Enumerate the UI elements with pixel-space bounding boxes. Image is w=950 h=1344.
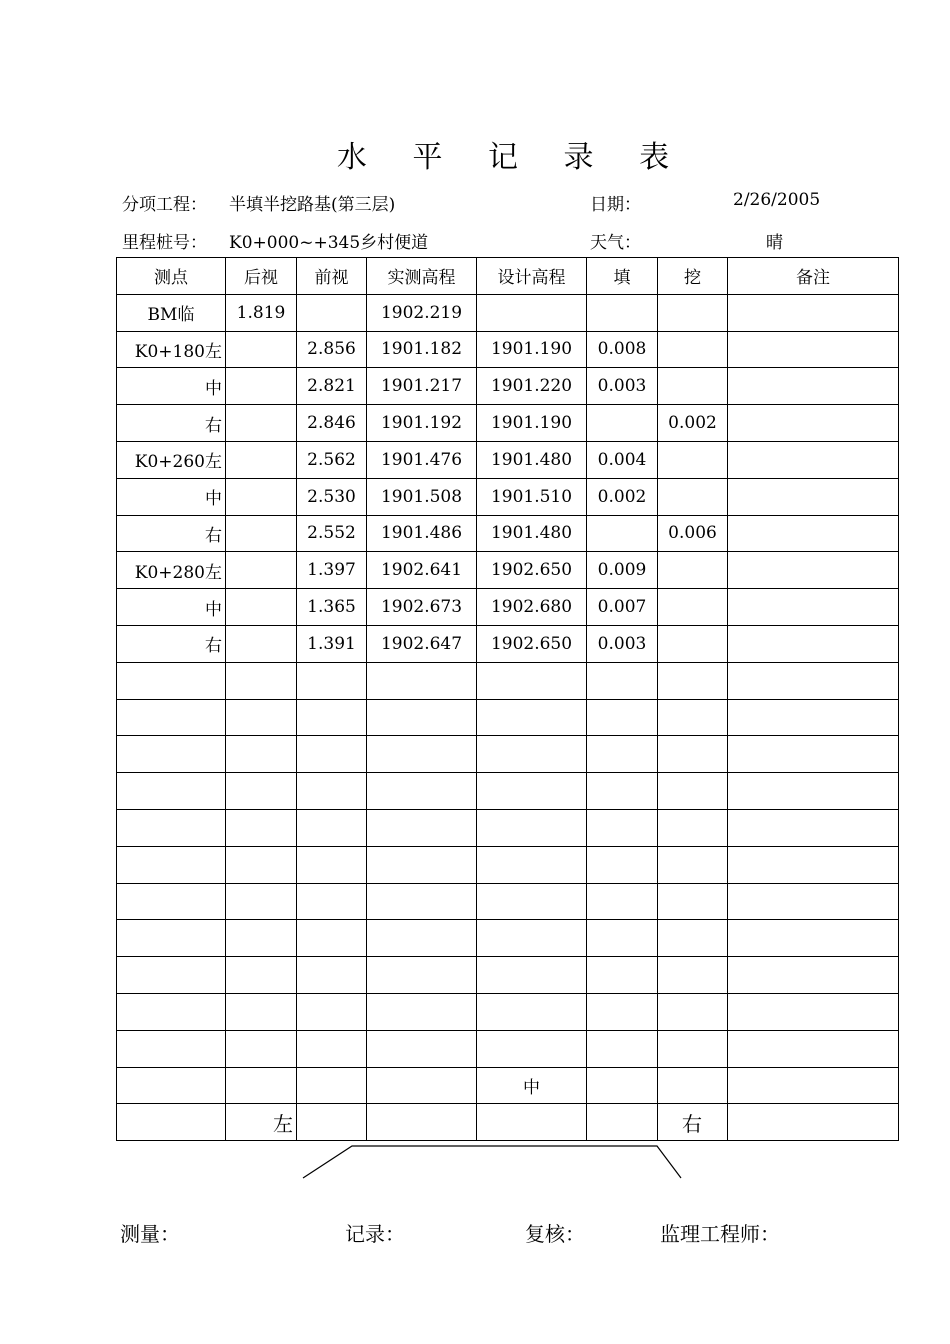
table-cell [658, 552, 728, 589]
table-cell [297, 809, 367, 846]
table-cell: 实测高程 [367, 258, 477, 295]
table-cell [297, 736, 367, 773]
table-cell: 2.562 [297, 441, 367, 478]
table-cell: BM临 [117, 294, 226, 331]
table-cell [728, 331, 899, 368]
table-cell [728, 920, 899, 957]
table-row-empty [117, 699, 899, 736]
table-cell: 1901.217 [367, 368, 477, 405]
table-cell [728, 441, 899, 478]
table-cell [587, 662, 658, 699]
table-cell: 1901.192 [367, 405, 477, 442]
table-row [117, 515, 899, 552]
table-cell [226, 883, 297, 920]
table-cell [658, 773, 728, 810]
table-cell [728, 368, 899, 405]
table-cell [658, 294, 728, 331]
table-cell [728, 809, 899, 846]
table-cell [728, 552, 899, 589]
table-cell [658, 662, 728, 699]
table-cell [658, 441, 728, 478]
table-cell: 1902.650 [477, 552, 587, 589]
table-row [117, 405, 899, 442]
table-cell [658, 883, 728, 920]
station-label: 里程桩号： [122, 233, 207, 253]
table-cell: 右 [117, 515, 226, 552]
table-cell [728, 405, 899, 442]
table-cell [367, 846, 477, 883]
table-cell: 填 [587, 258, 658, 295]
table-cell [367, 699, 477, 736]
table-cell [297, 993, 367, 1030]
table-cell [477, 699, 587, 736]
table-cell [117, 883, 226, 920]
table-cell: 1901.220 [477, 368, 587, 405]
table-cell: 2.530 [297, 478, 367, 515]
table-cell [477, 294, 587, 331]
table-cell [226, 993, 297, 1030]
road-profile-line [303, 1146, 681, 1178]
table-cell [587, 1067, 658, 1104]
table-cell: 前视 [297, 258, 367, 295]
table-cell [297, 294, 367, 331]
table-cell [658, 699, 728, 736]
table-cell [477, 957, 587, 994]
table-cell [297, 699, 367, 736]
table-cell [297, 662, 367, 699]
project-label: 分项工程： [122, 195, 207, 215]
table-cell [226, 478, 297, 515]
table-cell: 0.008 [587, 331, 658, 368]
table-cell: 0.004 [587, 441, 658, 478]
table-cell [367, 920, 477, 957]
date-value: 2/26/2005 [733, 190, 821, 210]
table-cell [728, 993, 899, 1030]
table-cell: 1.819 [226, 294, 297, 331]
table-cell [658, 589, 728, 626]
table-cell: 右 [117, 405, 226, 442]
page-title: 水 平 记 录 表 [336, 140, 688, 175]
table-cell [367, 957, 477, 994]
table-cell: 右 [117, 625, 226, 662]
table-cell [587, 773, 658, 810]
table-cell [226, 809, 297, 846]
table-cell [226, 515, 297, 552]
table-cell [297, 957, 367, 994]
table-header-row [117, 258, 899, 295]
table-cell [658, 846, 728, 883]
record-signature-label: 记录： [345, 1222, 405, 1246]
table-cell [226, 405, 297, 442]
table-cell: 1901.508 [367, 478, 477, 515]
table-cell [226, 441, 297, 478]
table-cell: 1901.486 [367, 515, 477, 552]
table-cell [226, 331, 297, 368]
table-cell [117, 809, 226, 846]
table-cell [297, 920, 367, 957]
table-cell [117, 699, 226, 736]
table-cell: 2.552 [297, 515, 367, 552]
table-cell [658, 957, 728, 994]
table-cell [367, 1104, 477, 1141]
table-cell [587, 957, 658, 994]
table-cell [367, 1030, 477, 1067]
table-cell [728, 589, 899, 626]
table-cell [587, 736, 658, 773]
table-cell: 1.397 [297, 552, 367, 589]
table-cell [658, 368, 728, 405]
table-cell [226, 552, 297, 589]
table-cell [297, 1067, 367, 1104]
table-row-empty [117, 957, 899, 994]
table-cell: 2.821 [297, 368, 367, 405]
table-cell [728, 515, 899, 552]
table-cell: 中 [117, 478, 226, 515]
table-cell [587, 846, 658, 883]
table-cell [728, 736, 899, 773]
table-cell: 中 [117, 589, 226, 626]
table-cell [226, 699, 297, 736]
table-cell [728, 1067, 899, 1104]
table-cell: 0.006 [658, 515, 728, 552]
table-row [117, 368, 899, 405]
table-cell: 中 [477, 1067, 587, 1104]
table-cell: 1902.219 [367, 294, 477, 331]
table-cell: 1901.190 [477, 405, 587, 442]
table-cell: 0.003 [587, 368, 658, 405]
table-cell [477, 846, 587, 883]
weather-value: 晴 [766, 233, 783, 253]
table-cell [226, 1067, 297, 1104]
table-cell: 0.003 [587, 625, 658, 662]
table-cell [367, 736, 477, 773]
table-cell: 1902.647 [367, 625, 477, 662]
table-cell [477, 662, 587, 699]
table-cell [477, 1030, 587, 1067]
table-row [117, 589, 899, 626]
table-cell [728, 699, 899, 736]
supervisor-signature-label: 监理工程师： [660, 1222, 780, 1246]
table-cell [658, 1067, 728, 1104]
table-cell: 备注 [728, 258, 899, 295]
table-cell: K0+260左 [117, 441, 226, 478]
table-cell: 后视 [226, 258, 297, 295]
table-cell [226, 846, 297, 883]
table-cell: 2.846 [297, 405, 367, 442]
table-row-diagram [117, 1104, 899, 1141]
table-cell: 1902.673 [367, 589, 477, 626]
table-cell [658, 809, 728, 846]
table-cell [477, 736, 587, 773]
table-cell [226, 368, 297, 405]
review-signature-label: 复核： [525, 1222, 585, 1246]
table-cell [367, 993, 477, 1030]
project-value: 半填半挖路基(第三层) [229, 195, 396, 215]
table-cell: 挖 [658, 258, 728, 295]
table-cell: 1902.641 [367, 552, 477, 589]
table-row [117, 478, 899, 515]
table-cell [367, 809, 477, 846]
table-row-empty [117, 736, 899, 773]
table-row [117, 441, 899, 478]
table-cell [728, 1104, 899, 1141]
table-cell [367, 1067, 477, 1104]
table-cell [297, 883, 367, 920]
table-cell: 1902.650 [477, 625, 587, 662]
table-cell [587, 515, 658, 552]
table-cell [658, 920, 728, 957]
table-row-empty [117, 773, 899, 810]
table-row-empty [117, 846, 899, 883]
table-cell [587, 993, 658, 1030]
table-cell [477, 920, 587, 957]
table-cell [728, 625, 899, 662]
table-cell [477, 1104, 587, 1141]
table-cell [117, 1104, 226, 1141]
table-cell [658, 1030, 728, 1067]
table-cell: K0+180左 [117, 331, 226, 368]
table-cell: 1901.182 [367, 331, 477, 368]
table-cell [658, 993, 728, 1030]
table-cell [728, 773, 899, 810]
table-cell [658, 331, 728, 368]
table-cell [117, 846, 226, 883]
table-row-empty [117, 883, 899, 920]
table-cell [117, 993, 226, 1030]
date-label: 日期： [590, 195, 641, 215]
table-cell: 1901.480 [477, 515, 587, 552]
table-cell [226, 957, 297, 994]
table-cell [226, 920, 297, 957]
table-cell [658, 625, 728, 662]
table-cell: 1.365 [297, 589, 367, 626]
table-row-empty [117, 809, 899, 846]
table-row [117, 625, 899, 662]
table-cell: 0.009 [587, 552, 658, 589]
table-row-empty [117, 920, 899, 957]
table-cell [117, 736, 226, 773]
table-cell [297, 1030, 367, 1067]
table-cell [728, 294, 899, 331]
table-cell [297, 846, 367, 883]
table-cell [587, 809, 658, 846]
station-value: K0+000~+345乡村便道 [229, 233, 429, 253]
table-cell [367, 662, 477, 699]
table-cell [226, 736, 297, 773]
level-record-table [116, 257, 899, 1141]
table-cell: 设计高程 [477, 258, 587, 295]
table-cell [117, 957, 226, 994]
table-cell [587, 883, 658, 920]
table-row-empty [117, 662, 899, 699]
table-cell [728, 883, 899, 920]
table-cell: 0.007 [587, 589, 658, 626]
table-row-empty [117, 1030, 899, 1067]
table-cell [297, 773, 367, 810]
table-cell: 0.002 [658, 405, 728, 442]
table-cell: 中 [117, 368, 226, 405]
table-cell [297, 1104, 367, 1141]
table-cell [117, 920, 226, 957]
table-row [117, 331, 899, 368]
table-cell [728, 846, 899, 883]
survey-signature-label: 测量： [120, 1222, 180, 1246]
table-cell [226, 589, 297, 626]
table-cell [117, 1030, 226, 1067]
table-cell: 2.856 [297, 331, 367, 368]
table-cell: 1901.510 [477, 478, 587, 515]
table-cell [587, 405, 658, 442]
table-cell: 1.391 [297, 625, 367, 662]
table-cell [226, 773, 297, 810]
table-row-empty [117, 1067, 899, 1104]
table-cell [117, 662, 226, 699]
table-cell [587, 1030, 658, 1067]
table-cell: 左 [226, 1104, 297, 1141]
table-cell: 1901.476 [367, 441, 477, 478]
table-cell: 右 [658, 1104, 728, 1141]
table-cell [477, 773, 587, 810]
table-cell: 1901.190 [477, 331, 587, 368]
table-cell: 1901.480 [477, 441, 587, 478]
table-cell [728, 478, 899, 515]
table-cell [658, 478, 728, 515]
table-cell [477, 809, 587, 846]
table-row [117, 294, 899, 331]
table-cell [226, 662, 297, 699]
table-cell [477, 993, 587, 1030]
table-cell: 0.002 [587, 478, 658, 515]
weather-label: 天气： [590, 233, 641, 253]
table-cell [367, 773, 477, 810]
table-cell [587, 699, 658, 736]
table-cell [587, 920, 658, 957]
table-cell: 测点 [117, 258, 226, 295]
table-row-empty [117, 993, 899, 1030]
table-cell [658, 736, 728, 773]
table-cell [587, 294, 658, 331]
table-cell [226, 625, 297, 662]
table-cell [117, 1067, 226, 1104]
table-cell [367, 883, 477, 920]
table-cell: K0+280左 [117, 552, 226, 589]
table-cell [728, 957, 899, 994]
table-cell [728, 1030, 899, 1067]
table-cell: 1902.680 [477, 589, 587, 626]
table-cell [728, 662, 899, 699]
table-cell [117, 773, 226, 810]
table-row [117, 552, 899, 589]
table-cell [477, 883, 587, 920]
table-cell [226, 1030, 297, 1067]
table-cell [587, 1104, 658, 1141]
